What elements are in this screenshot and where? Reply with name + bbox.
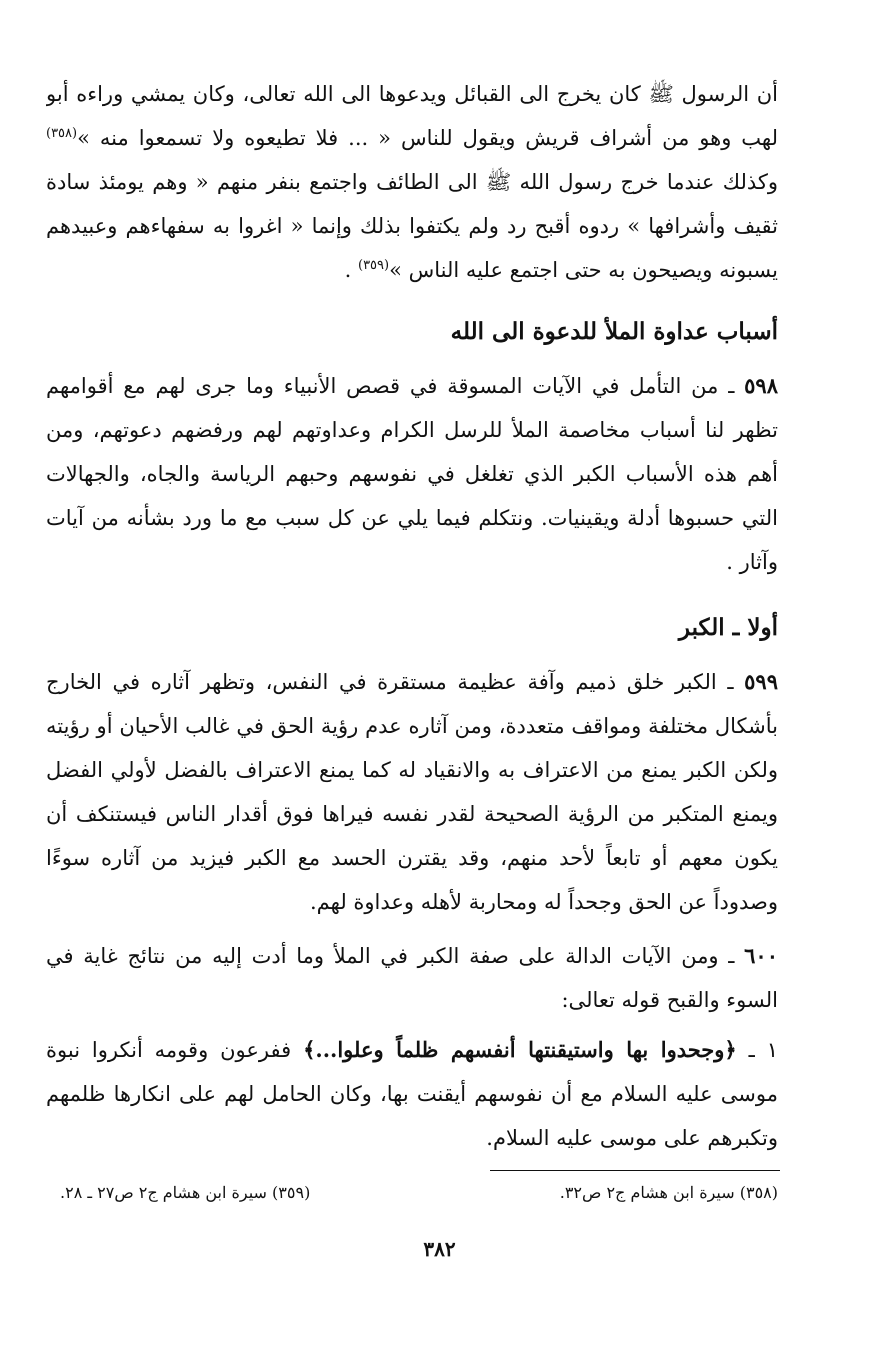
- paragraph-number-599: ٥٩٩: [744, 669, 778, 694]
- page-number: ٣٨٢: [423, 1237, 456, 1261]
- footnote-ref-358: (٣٥٨): [46, 126, 78, 141]
- paragraph-600: [46, 934, 778, 1022]
- intro-paragraph: [46, 72, 778, 292]
- page-body: [46, 72, 778, 1160]
- verse-item-number: ١ ـ: [736, 1038, 778, 1062]
- paragraph-598-text: ـ من التأمل في الآيات المسوقة في قصص الأنبياء وما جرى لهم مع أقوامهم تظهر لنا أسباب مخاصمة الملأ للرسل الكرام وعداوتهم لهم ورفضهم دعوتهم، ومن أهم هذه الأسباب الكبر الذي تغلغل في نفوسهم وحبهم الرياسة والجاه، والجهالات التي حسبوها أدلة ويقينيات. ونتكلم فيما يلي عن كل سبب مع ما ورد بشأنه من آيات وآثار .: [46, 374, 778, 574]
- intro-end: .: [344, 258, 358, 282]
- paragraph-number-600: ٦٠٠: [744, 943, 778, 968]
- paragraph-599-text: ـ الكبر خلق ذميم وآفة عظيمة مستقرة في النفس، وتظهر آثاره في الخارج بأشكال مختلفة ومواقف متعددة، ومن آثاره عدم رؤية الحق في غالب الأحيان أو رؤيته ولكن الكبر يمنع من الاعتراف به والانقياد له كما يمنع الاعتراف بالفضل لأولي الفضل ويمنع المتكبر من الرؤية الصحيحة لقدر نفسه فيراها فوق أقدار الناس فيستنكف أن يكون معهم أو تابعاً لأحد منهم، وقد يقترن الحسد مع الكبر فيزيد من آثاره سوءًا وصدوداً عن الحق وجحداً له ومحاربة لأهله وعداوة لهم.: [46, 670, 778, 914]
- footnote-359: (٣٥٩) سيرة ابن هشام ج٢ ص٢٧ ـ ٢٨.: [60, 1183, 311, 1202]
- section-heading-pride: أولا ـ الكبر: [678, 614, 778, 641]
- footnote-divider: [490, 1170, 780, 1171]
- paragraph-598: [46, 364, 778, 584]
- section-heading-causes: أسباب عداوة الملأ للدعوة الى الله: [450, 318, 778, 345]
- footnotes: [60, 1180, 778, 1206]
- paragraph-600-text: ـ ومن الآيات الدالة على صفة الكبر في الملأ وما أدت إليه من نتائج غاية في السوء والقبح قوله تعالى:: [46, 944, 778, 1012]
- verse-paragraph-1: [46, 1028, 778, 1160]
- intro-text-continued: وكذلك عندما خرج رسول الله ﷺ الى الطائف واجتمع بنفر منهم « وهم يومئذ سادة ثقيف وأشرافها » ردوه أقبح رد ولم يكتفوا بذلك وإنما « اغروا به سفهاءهم وعبيدهم يسبونه ويصيحون به حتى اجتمع عليه الناس »: [46, 170, 778, 282]
- footnote-358: (٣٥٨) سيرة ابن هشام ج٢ ص٣٢.: [559, 1183, 778, 1202]
- quran-verse: ﴿وجحدوا بها واستيقنتها أنفسهم ظلماً وعلوا...﴾: [303, 1037, 737, 1062]
- paragraph-599: [46, 660, 778, 924]
- footnote-ref-359: (٣٥٩): [358, 258, 390, 273]
- paragraph-number-598: ٥٩٨: [744, 373, 778, 398]
- verse-commentary: ففرعون وقومه أنكروا نبوة موسى عليه السلام مع أن نفوسهم أيقنت بها، وكان الحامل لهم على انكارها ظلمهم وتكبرهم على موسى عليه السلام.: [46, 1038, 778, 1150]
- intro-text: أن الرسول ﷺ كان يخرج الى القبائل ويدعوها الى الله تعالى، وكان يمشي وراءه أبو لهب وهو من أشراف قريش ويقول للناس « ... فلا تطيعوه ولا تسمعوا منه »: [46, 82, 778, 150]
